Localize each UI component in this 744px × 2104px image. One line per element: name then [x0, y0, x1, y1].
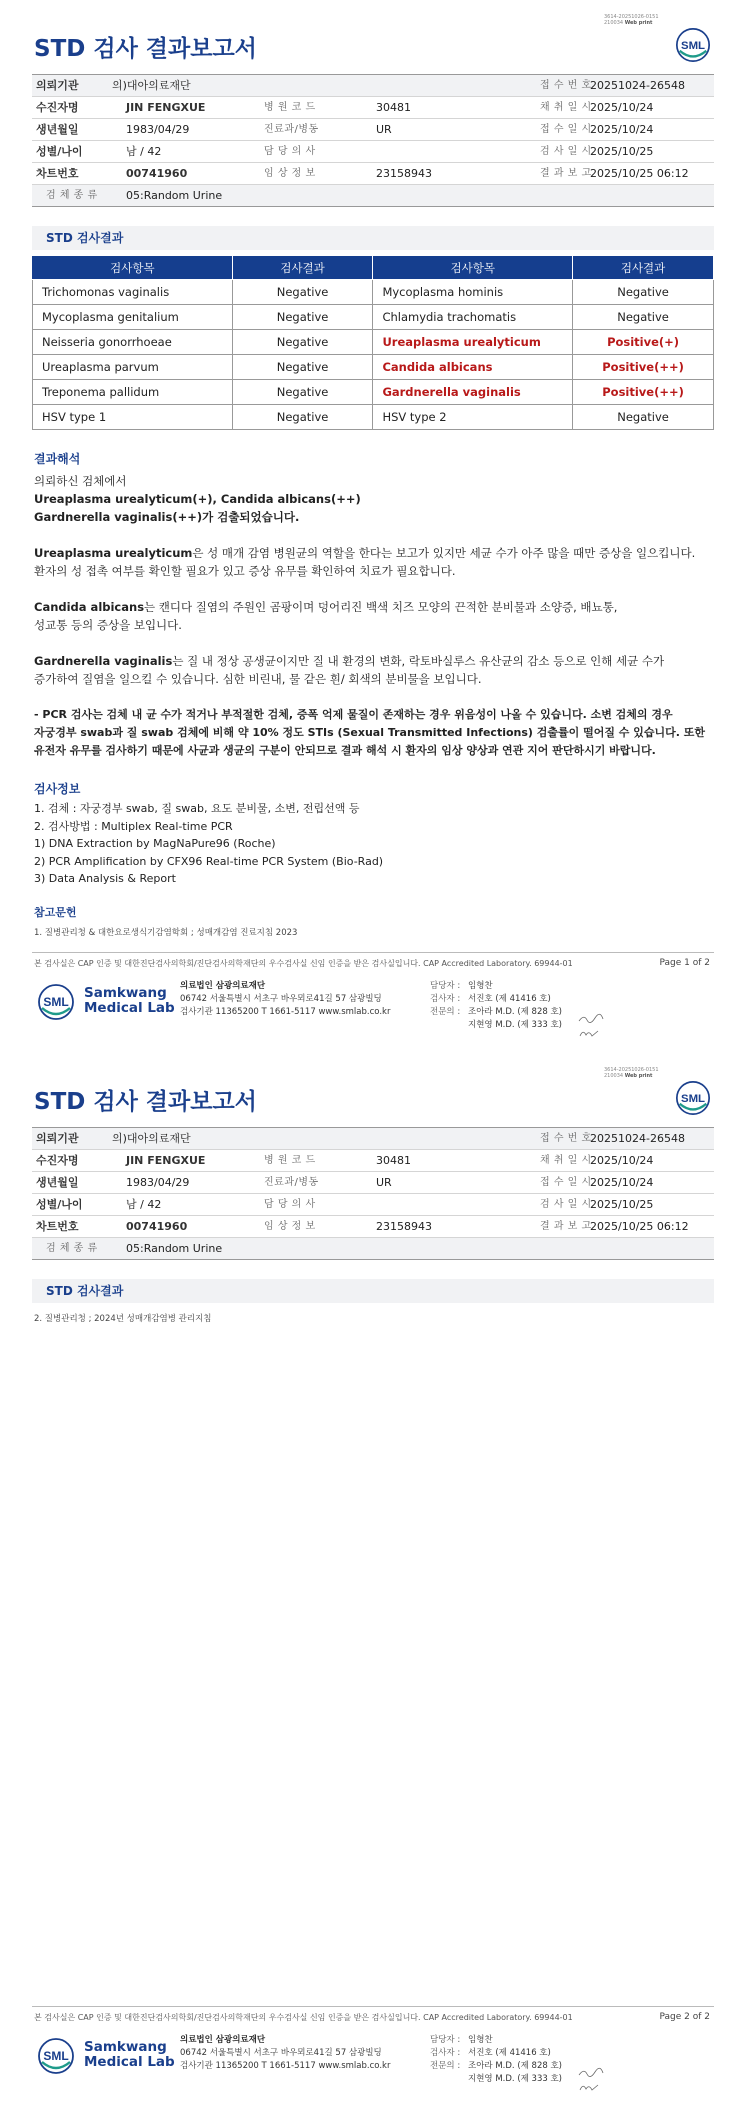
test-item-cell: Treponema pallidum	[33, 380, 233, 405]
page-number: Page 2 of 2	[659, 2012, 710, 2022]
interpretation-intro: 의뢰하신 검체에서 Ureaplasma urealyticum(+), Candida albicans(++) Gardnerella vaginalis(++)가 검출되었습니다.	[34, 474, 361, 524]
test-item-cell: Chlamydia trachomatis	[373, 305, 573, 330]
print-stamp: 3614-20251026-0151 210034 Web print	[604, 1067, 659, 1079]
test-item-cell: HSV type 2	[373, 405, 573, 430]
brand-name: Samkwang Medical Lab	[84, 985, 175, 1016]
test-result-cell: Positive(+)	[573, 330, 714, 355]
test-item-cell: HSV type 1	[33, 405, 233, 430]
staff-list: 담당자 : 임형찬 검사자 : 서진호 (제 41416 호) 전문의 : 조아라 M.D. (제 828 호) 지현영 M.D. (제 333 호)	[430, 981, 563, 1030]
references-title: 참고문헌	[34, 906, 77, 919]
table-row	[33, 280, 714, 305]
table-row	[33, 305, 714, 330]
reference-1: 1. 질병관리청 & 대한요로생식기감염학회 ; 성매개감염 진료지침 2023	[34, 928, 298, 938]
institution-info: 의료법인 삼광의료재단 06742 서울특별시 서초구 바우뫼로41길 57 삼광빌딩 검사기관 11365200 T 1661-5117 www.smlab.co.kr	[180, 981, 391, 1017]
interpretation-title: 결과해석	[34, 452, 81, 466]
accreditation-note: 본 검사실은 CAP 인증 및 대한진단검사의학회/진단검사의학재단의 우수검사실 신임 인증을 받은 검사실입니다. CAP Accredited Laboratory. 69944-01	[34, 2013, 573, 2022]
test-result-cell: Negative	[232, 305, 373, 330]
svg-text:SML: SML	[680, 1092, 706, 1105]
table-row	[33, 405, 714, 430]
table-row	[33, 380, 714, 405]
table-row	[33, 330, 714, 355]
sml-logo-icon	[674, 26, 712, 64]
signature-icon	[578, 2067, 604, 2079]
brand-name: Samkwang Medical Lab	[84, 2039, 175, 2070]
interpretation-ureaplasma: Ureaplasma urealyticum은 성 매개 감염 병원균의 역할을 한다는 보고가 있지만 세균 수가 아주 많을 때만 증상을 일으킵니다. 환자의 성 접촉 여부를 확인할 필요가 있고 증상 유무를 확인하여 치료가 필요합니다.	[34, 546, 696, 578]
print-stamp: 3614-20251026-0151 210034 Web print	[604, 14, 659, 26]
test-result-cell: Negative	[573, 280, 714, 305]
test-info-list: 1. 검체 : 자궁경부 swab, 질 swab, 요도 분비물, 소변, 전립선액 등 2. 검사방법 : Multiplex Real-time PCR 1) DNA Extraction by MagNaPure96 (Roche) 2) PCR Amplification by CFX96 Real-time PCR System (Bio-Rad) 3) Data Analysis & Report	[34, 802, 384, 885]
page-number: Page 1 of 2	[659, 958, 710, 968]
interpretation-candida: Candida albicans는 캔디다 질염의 주원인 곰팡이며 덩어리진 백색 치즈 모양의 끈적한 분비물과 소양증, 배뇨통, 성교통 등의 증상을 보입니다.	[34, 600, 618, 632]
test-item-cell: Gardnerella vaginalis	[373, 380, 573, 405]
institution-info: 의료법인 삼광의료재단 06742 서울특별시 서초구 바우뫼로41길 57 삼광빌딩 검사기관 11365200 T 1661-5117 www.smlab.co.kr	[180, 2035, 391, 2071]
std-results-heading: STD 검사결과	[32, 1279, 714, 1303]
test-item-cell: Trichomonas vaginalis	[33, 280, 233, 305]
svg-text:SML: SML	[43, 2049, 69, 2063]
sml-logo-icon	[674, 1079, 712, 1117]
std-results-table: 검사항목 검사결과 검사항목 검사결과 Trichomonas vaginalis Negative Mycoplasma hominis Negative Mycoplasma genitalium Negative Chlamydia trachomatis Negative Neisseria gonorrhoeae Negative Ureaplasma urealyticum Positive(+) Ureaplasma parvum Negative Candida albicans Positive(++) Treponema pallidum Negative Gardnerella vaginalis Positive(++) HSV type 1 Negative HSV type 2 Negative	[32, 255, 714, 430]
test-item-cell: Neisseria gonorrhoeae	[33, 330, 233, 355]
sml-logo-icon	[36, 2036, 76, 2076]
svg-text:SML: SML	[680, 39, 706, 52]
interpretation-pcr-note: - PCR 검사는 검체 내 균 수가 적거나 부적절한 검체, 증폭 억제 물질이 존재하는 경우 위음성이 나올 수 있습니다. 소변 검체의 경우 자궁경부 swab과 질 swab 검체에 비해 약 10% 정도 STIs (Sexual Transmitted Infections) 검출률이 떨어질 수 있습니다. 또한 유전자 유무를 검사하기 때문에 사균과 생균의 구분이 안되므로 결과 해석 시 환자의 임상 양상과 연관 지어 판단하시기 바랍니다.	[34, 708, 706, 757]
signature-icon	[578, 1013, 604, 1025]
report-page-1	[0, 0, 744, 1000]
test-item-cell: Ureaplasma parvum	[33, 355, 233, 380]
test-result-cell: Negative	[232, 330, 373, 355]
interpretation-gardnerella: Gardnerella vaginalis는 질 내 정상 공생균이지만 질 내 환경의 변화, 락토바실루스 유산균의 감소 등으로 인해 세균 수가 증가하여 질염을 일으킬 수 있습니다. 심한 비린내, 물 같은 흰/ 회색의 분비물을 보입니다.	[34, 654, 665, 686]
accreditation-note: 본 검사실은 CAP 인증 및 대한진단검사의학회/진단검사의학재단의 우수검사실 신임 인증을 받은 검사실입니다. CAP Accredited Laboratory. 69944-01	[34, 959, 573, 968]
test-result-cell: Positive(++)	[573, 355, 714, 380]
test-item-cell: Candida albicans	[373, 355, 573, 380]
test-result-cell: Negative	[232, 355, 373, 380]
test-item-cell: Ureaplasma urealyticum	[373, 330, 573, 355]
patient-info-table: 의뢰기관 의)대아의료재단 접 수 번 호 20251024-26548 수진자명 JIN FENGXUE 병 원 코 드 30481 채 취 일 시 2025/10/24 생년월일 1983/04/29 진료과/병동 UR 접 수 일 시 2025/10/24 성별/나이 남 / 42 담 당 의 사 검 사 일 시 2025/10/25 차트번호 00741960 임 상 정 보 23158943 결 과 보 고 2025/10/25 06:12 검 체 종 류 05:Random Urine	[32, 74, 714, 207]
test-result-cell: Negative	[232, 380, 373, 405]
staff-list: 담당자 : 임형찬 검사자 : 서진호 (제 41416 호) 전문의 : 조아라 M.D. (제 828 호) 지현영 M.D. (제 333 호)	[430, 2035, 563, 2084]
signature-icon	[578, 2081, 604, 2093]
test-result-cell: Positive(++)	[573, 380, 714, 405]
std-results-heading: STD 검사결과	[32, 226, 714, 250]
patient-info-table: 의뢰기관 의)대아의료재단 접 수 번 호 20251024-26548 수진자명 JIN FENGXUE 병 원 코 드 30481 채 취 일 시 2025/10/24 생년월일 1983/04/29 진료과/병동 UR 접 수 일 시 2025/10/24 성별/나이 남 / 42 담 당 의 사 검 사 일 시 2025/10/25 차트번호 00741960 임 상 정 보 23158943 결 과 보 고 2025/10/25 06:12 검 체 종 류 05:Random Urine	[32, 1127, 714, 1260]
test-info-title: 검사정보	[34, 782, 81, 796]
svg-text:SML: SML	[43, 995, 69, 1009]
test-result-cell: Negative	[573, 305, 714, 330]
test-result-cell: Negative	[232, 280, 373, 305]
test-item-cell: Mycoplasma genitalium	[33, 305, 233, 330]
test-result-cell: Negative	[573, 405, 714, 430]
table-row	[33, 355, 714, 380]
signature-icon	[578, 1027, 604, 1039]
report-title: STD 검사 결과보고서	[34, 36, 257, 62]
sml-logo-icon	[36, 982, 76, 1022]
test-item-cell: Mycoplasma hominis	[373, 280, 573, 305]
report-page-2	[0, 1053, 744, 2104]
report-title: STD 검사 결과보고서	[34, 1089, 257, 1115]
reference-2: 2. 질병관리청 ; 2024년 성매개감염병 관리지침	[34, 1314, 212, 1324]
test-result-cell: Negative	[232, 405, 373, 430]
